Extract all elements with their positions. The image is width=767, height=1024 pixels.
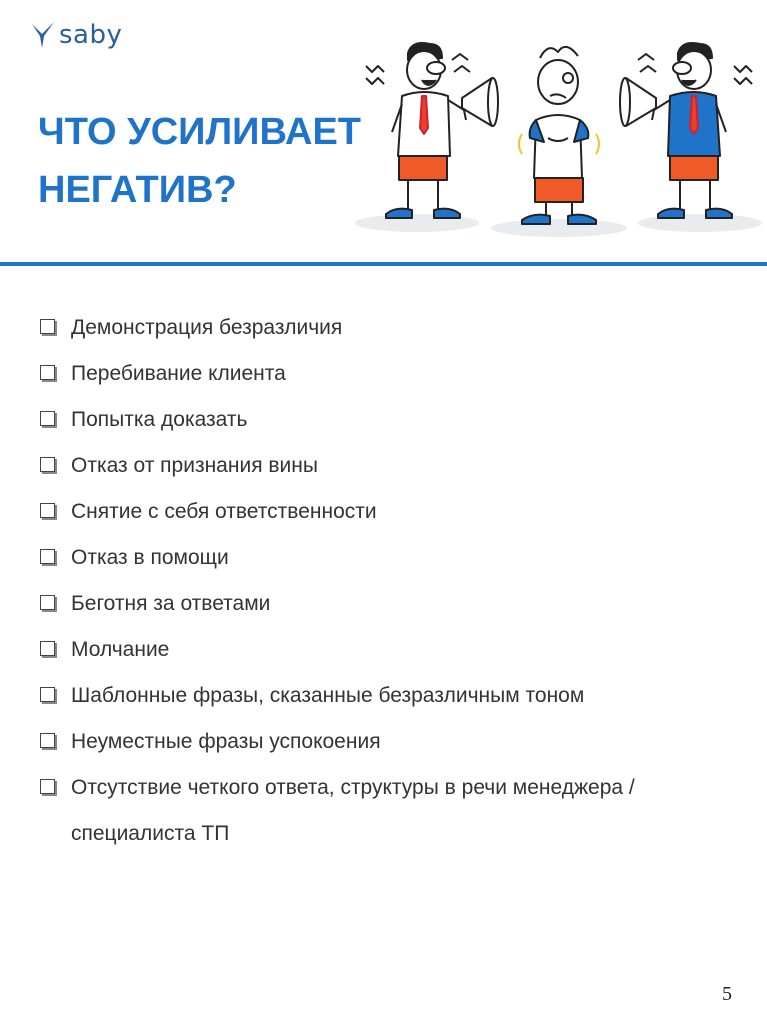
list-item: Перебивание клиента (40, 351, 721, 397)
checkbox-square-icon (40, 779, 55, 794)
checkbox-square-icon (40, 457, 55, 472)
saby-logo (30, 20, 122, 50)
list-item: Неуместные фразы успокоения (40, 719, 721, 765)
checkbox-square-icon (40, 549, 55, 564)
list-item: Отказ от признания вины (40, 443, 721, 489)
logo-text: saby (59, 20, 123, 50)
arguing-people-megaphones-icon (352, 38, 767, 248)
checkbox-square-icon (40, 411, 55, 426)
left-person (366, 43, 498, 218)
saby-logo-icon (30, 20, 56, 50)
checkbox-square-icon (40, 687, 55, 702)
list-item: Молчание (40, 627, 721, 673)
checkbox-square-icon (40, 733, 55, 748)
title-line-2: НЕГАТИВ? (38, 169, 237, 211)
middle-person (519, 47, 599, 224)
list-item: Беготня за ответами (40, 581, 721, 627)
header-divider (0, 262, 767, 266)
title-line-1: ЧТО УСИЛИВАЕТ (38, 111, 361, 153)
list-item: Отказ в помощи (40, 535, 721, 581)
list-item: Попытка доказать (40, 397, 721, 443)
list-item: Снятие с себя ответственности (40, 489, 721, 535)
negative-factors-list (40, 305, 721, 857)
checkbox-square-icon (40, 319, 55, 334)
checkbox-square-icon (40, 365, 55, 380)
list-item: Шаблонные фразы, сказанные безразличным тоном (40, 673, 721, 719)
list-item: Демонстрация безразличия (40, 305, 721, 351)
checkbox-square-icon (40, 503, 55, 518)
page-number: 5 (722, 983, 732, 1005)
list-item: Отсутствие четкого ответа, структуры в речи менеджера / специалиста ТП (40, 765, 721, 857)
checkbox-square-icon (40, 641, 55, 656)
right-person (620, 43, 752, 218)
page-title (38, 103, 361, 219)
checkbox-square-icon (40, 595, 55, 610)
